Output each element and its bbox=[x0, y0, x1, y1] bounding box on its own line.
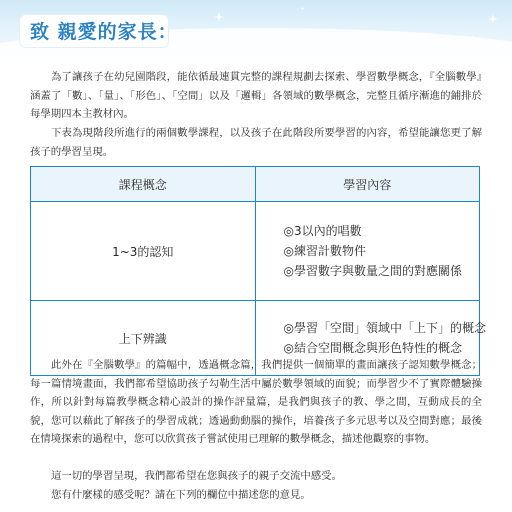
body-paragraph: 這一切的學習呈現，我們都希望在您與孩子的親子交流中感受。 bbox=[51, 470, 342, 482]
page-title: 致 親愛的家長： bbox=[30, 21, 178, 43]
body-paragraph: 此外在『全腦數學』的篇幅中，透過概念篇，我們提供一個簡單的畫面讓孩子認知數學概念；每一篇情境畫面，我們都希望協助孩子勾勒生活中屬於數學領域的面貌；而學習少不了實際體驗操作，所以針對每篇教學概念精心設計的操作評量篇，是我們與孩子的教、學之間，互動成長的全貌，您可以藉此了解孩子的學習成就；透過動動腦的操作，培養孩子多元思考以及空間對應；最後在情境探索的過程中，您可以欣賞孩子嘗試使用已理解的數學概念，描述他觀察的事物。 bbox=[30, 359, 482, 446]
learning-item: ◎3以內的唱數 bbox=[283, 224, 362, 238]
sparkle-icon bbox=[488, 14, 498, 24]
table-cell-content bbox=[255, 202, 480, 301]
table-header-content: 學習內容 bbox=[255, 167, 480, 202]
learning-item: ◎結合空間概念與形色特性的概念 bbox=[283, 341, 462, 355]
learning-item: ◎練習計數物件 bbox=[283, 244, 366, 258]
sparkle-icon bbox=[214, 12, 224, 22]
curriculum-table bbox=[30, 166, 486, 376]
table-row bbox=[31, 202, 480, 301]
intro-paragraph: 為了讓孩子在幼兒園階段，能依循最連貫完整的課程規劃去探索、學習數學概念，『全腦數學』涵蓋了「數」、「量」、「形色」、「空間」以及「邏輯」各領域的數學概念，完整且循序漸進的鋪排於每學期四本主教材內。 bbox=[30, 71, 482, 121]
learning-item: ◎學習「空間」領域中「上下」的概念 bbox=[283, 321, 486, 335]
table-cell-concept: 上下辨識 bbox=[31, 301, 256, 376]
table-cell-concept: 1~3的認知 bbox=[31, 202, 256, 301]
learning-item: ◎學習數字與數量之間的對應關係 bbox=[283, 264, 462, 278]
table-header-row bbox=[31, 167, 480, 202]
intro-paragraph: 下表為現階段所進行的兩個數學課程，以及孩子在此階段所要學習的內容，希望能讓您更了解孩子的學習呈現。 bbox=[30, 127, 482, 158]
sparkle-icon bbox=[470, 34, 476, 40]
body-paragraph: 您有什麼樣的感受呢？請在下列的欄位中描述您的意見。 bbox=[51, 489, 311, 501]
sparkle-icon bbox=[300, 6, 305, 11]
table-header-concept: 課程概念 bbox=[31, 167, 256, 202]
